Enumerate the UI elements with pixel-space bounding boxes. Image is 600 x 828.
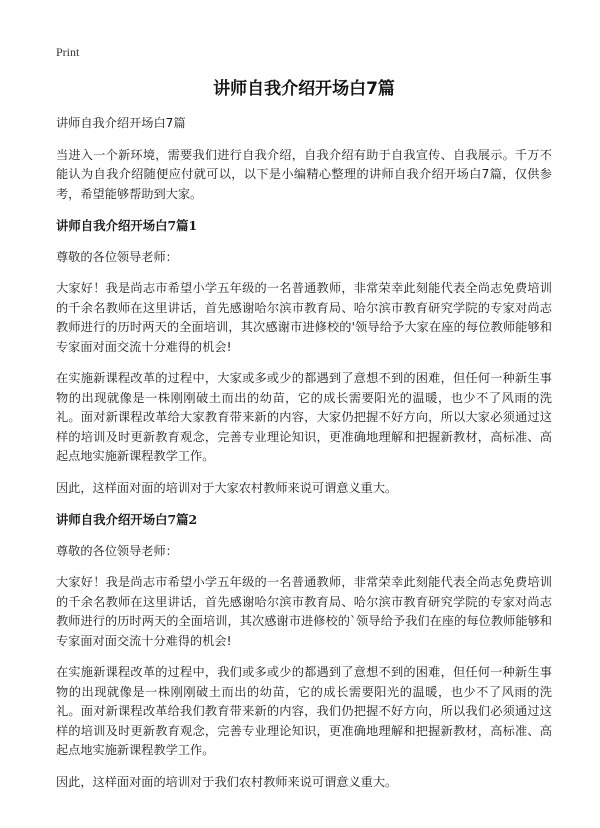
page-title: 讲师自我介绍开场白7篇 (213, 79, 395, 99)
section-2 (56, 510, 552, 792)
section-paragraph: 在实施新课程改革的过程中，我们或多或少的都遇到了意想不到的困难，但任何一种新生事物的出现就像是一株刚刚破土而出的幼苗，它的成长需要阳光的温暖，也少不了风雨的洗礼。面对新课程改革给我们教育带来新的内容，我们仍把握不好方向，所以我们必须通过这样的培训及时更新教育观念，完善专业理论知识，更准确地理解和把握新教材，高标准、高起点地实施新课程教学工作。 (56, 665, 552, 757)
section-greeting: 尊敬的各位领导老师： (56, 249, 178, 264)
intro-subtitle: 讲师自我介绍开场白7篇 (56, 116, 186, 130)
print-link[interactable]: Print (56, 45, 80, 59)
section-1 (56, 216, 552, 498)
section-paragraph: 大家好！我是尚志市希望小学五年级的一名普通教师，非常荣幸此刻能代表全尚志免费培训的千余名教师在这里讲话，首先感谢哈尔滨市教育局、哈尔滨市教育研究学院的专家对尚志教师进行的历时两天的全面培训，其次感谢市进修校的'领导给予大家在座的每位教师能够和专家面对面交流十分难得的机会! (56, 281, 552, 354)
document-page (56, 44, 552, 804)
section-paragraph: 因此，这样面对面的培训对于大家农村教师来说可谓意义重大。 (56, 480, 398, 495)
intro-paragraph: 当进入一个新环境，需要我们进行自我介绍，自我介绍有助于自我宣传、自我展示。千万不能认为自我介绍随便应付就可以，以下是小编精心整理的讲师自我介绍开场白7篇，仅供参考，希望能够帮助到大家。 (56, 147, 552, 201)
section-paragraph: 因此，这样面对面的培训对于我们农村教师来说可谓意义重大。 (56, 774, 398, 789)
section-heading: 讲师自我介绍开场白7篇2 (56, 512, 198, 527)
section-paragraph: 在实施新课程改革的过程中，大家或多或少的都遇到了意想不到的困难，但任何一种新生事物的出现就像是一株刚刚破土而出的幼苗，它的成长需要阳光的温暖，也少不了风雨的洗礼。面对新课程改革给大家教育带来新的内容，大家仍把握不好方向，所以大家必须通过这样的培训及时更新教育观念，完善专业理论知识，更准确地理解和把握新教材，高标准、高起点地实施新课程教学工作。 (56, 371, 552, 463)
section-heading: 讲师自我介绍开场白7篇1 (56, 218, 198, 233)
section-paragraph: 大家好！我是尚志市希望小学五年级的一名普通教师，非常荣幸此刻能代表全尚志免费培训的千余名教师在这里讲话，首先感谢哈尔滨市教育局、哈尔滨市教育研究学院的专家对尚志教师进行的历时两天的全面培训，其次感谢市进修校的`领导给予我们在座的每位教师能够和专家面对面交流十分难得的机会! (56, 575, 552, 648)
section-greeting: 尊敬的各位领导老师： (56, 543, 178, 558)
